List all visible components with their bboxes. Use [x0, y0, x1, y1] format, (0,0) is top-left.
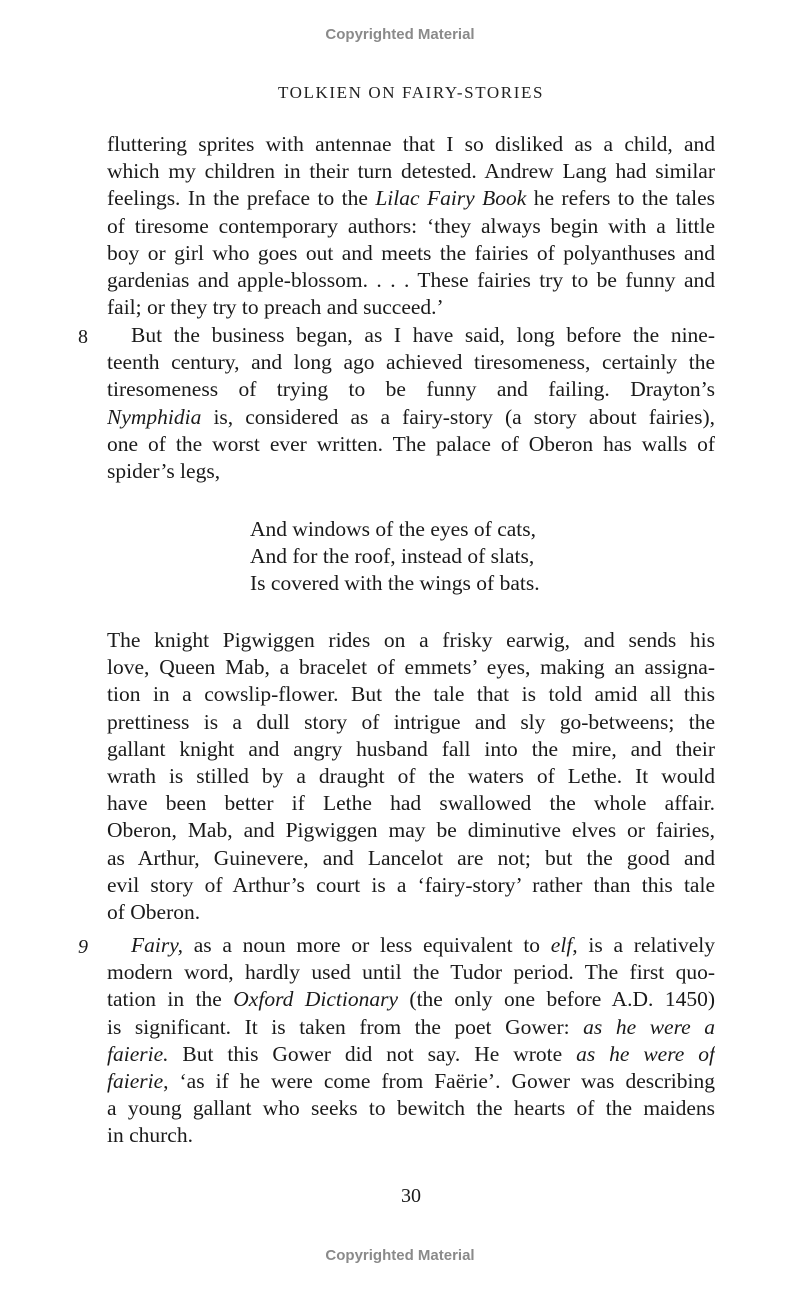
text-line: And windows of the eyes of cats, [250, 517, 537, 541]
text-line: boy or girl who goes out and meets the fairies of polyanthuses and [107, 240, 715, 265]
running-head: TOLKIEN ON FAIRY-STORIES [277, 83, 545, 102]
text-line: Fairy, as a noun more or less equivalent to elf, is a relatively [131, 933, 715, 957]
text-line: fail; or they try to preach and succeed.’ [107, 295, 444, 320]
copyright-watermark-top: Copyrighted Material [325, 26, 475, 43]
text-line: gardenias and apple-blossom. . . . These fairies try to be funny and [107, 267, 715, 292]
paragraph-8 [107, 322, 715, 485]
text-line: one of the worst ever written. The palace of Oberon has walls of [107, 431, 715, 456]
text-line: in church. [107, 1123, 193, 1148]
text-line: tation in the Oxford Dictionary (the only one before A.D. 1450) [107, 987, 715, 1012]
text-line: evil story of Arthur’s court is a ‘fairy-story’ rather than this tale [107, 872, 715, 897]
text-line: which my children in their turn detested. Andrew Lang had similar [107, 159, 715, 184]
text-line: a young gallant who seeks to bewitch the hearts of the maidens [107, 1096, 715, 1121]
text-line: Oberon, Mab, and Pigwiggen may be diminutive elves or fairies, [107, 818, 715, 843]
copyright-watermark-bottom: Copyrighted Material [325, 1247, 475, 1264]
text-line: is significant. It is taken from the poet Gower: as he were a [107, 1014, 715, 1039]
text-line: love, Queen Mab, a bracelet of emmets’ eyes, making an assigna- [107, 655, 715, 680]
text-line: faierie. But this Gower did not say. He wrote as he were of [107, 1041, 715, 1066]
paragraph-continuation [107, 131, 715, 321]
paragraph-number-9: 9 [78, 936, 88, 958]
paragraph-number-8: 8 [78, 326, 88, 348]
text-line: Is covered with the wings of bats. [250, 571, 540, 596]
text-line: of Oberon. [107, 899, 201, 924]
text-line: teenth century, and long ago achieved tiresomeness, certainly the [107, 350, 715, 375]
text-line: faierie, ‘as if he were come from Faërie’. Gower was describing [107, 1068, 715, 1093]
text-line: prettiness is a dull story of intrigue and sly go-betweens; the [107, 709, 715, 734]
page-number: 30 [401, 1185, 421, 1207]
text-line: fluttering sprites with antennae that I so disliked as a child, and [107, 132, 715, 156]
text-line: modern word, hardly used until the Tudor period. The first quo- [107, 960, 715, 985]
text-line: feelings. In the preface to the Lilac Fairy Book he refers to the tales [107, 186, 715, 211]
text-line: But the business began, as I have said, long before the nine- [131, 323, 715, 347]
text-line: gallant knight and angry husband fall into the mire, and their [107, 736, 715, 761]
text-line: spider’s legs, [107, 458, 221, 483]
verse-quotation [250, 516, 540, 598]
text-line: And for the roof, instead of slats, [250, 544, 535, 569]
text-line: tion in a cowslip-flower. But the tale that is told amid all this [107, 682, 715, 707]
paragraph-knight-pigwiggen [107, 627, 715, 926]
text-line: of tiresome contemporary authors: ‘they always begin with a little [107, 213, 715, 238]
text-line: as Arthur, Guinevere, and Lancelot are not; but the good and [107, 845, 715, 870]
text-line: The knight Pigwiggen rides on a frisky earwig, and sends his [107, 628, 715, 652]
text-line: have been better if Lethe had swallowed the whole affair. [107, 791, 715, 816]
text-line: Nymphidia is, considered as a fairy-story (a story about fairies), [107, 404, 715, 429]
paragraph-9 [107, 932, 715, 1150]
text-line: tiresomeness of trying to be funny and failing. Drayton’s [107, 377, 715, 402]
text-line: wrath is stilled by a draught of the waters of Lethe. It would [107, 763, 715, 788]
